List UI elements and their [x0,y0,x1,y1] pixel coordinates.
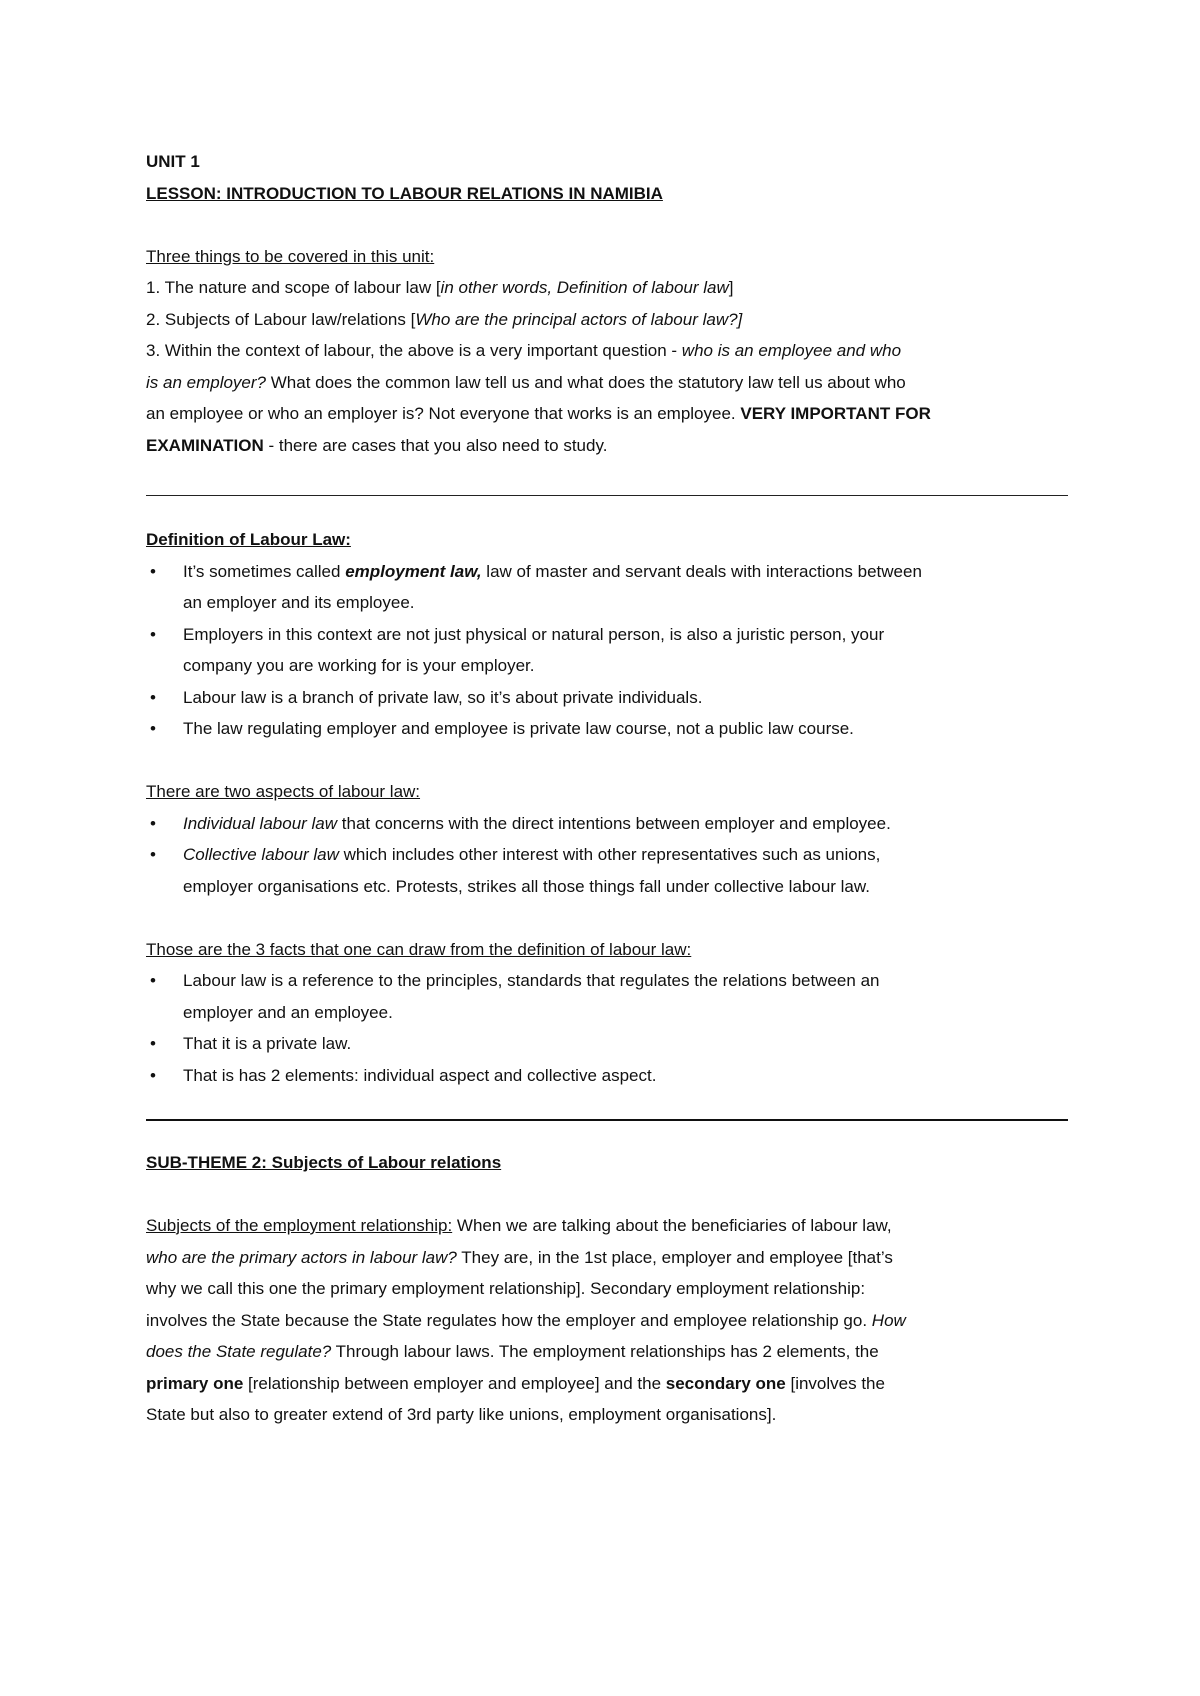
list-item [146,556,1066,619]
intro-item-3-rest-1: What does the common law tell us and what does the statutory law tell us about who [266,372,906,392]
lesson-title: LESSON: INTRODUCTION TO LABOUR RELATIONS IN NAMIBIA [146,183,663,203]
intro-item-3-rest-2: an employee or who an employer is? Not everyone that works is an employee. [146,404,741,423]
subtheme-lead: Subjects of the employment relationship: [146,1216,453,1235]
intro-item-3-bold-2: EXAMINATION [146,435,264,455]
facts-f3-text: • That is has 2 elements: individual aspect and collective aspect. [183,1065,657,1085]
subtheme-primary-bold: primary one [146,1373,244,1393]
facts-heading: Those are the 3 facts that one can draw from the definition of labour law: [146,939,692,959]
list-item [146,1060,1066,1092]
aspects-a2-italic: Collective labour law [183,845,339,864]
intro-item-3-line-2 [146,367,1066,399]
facts-f1-cont: employer and an employee. [183,1002,393,1022]
list-item [146,619,1066,682]
definition-b2-cont: company you are working for is your employer. [183,656,535,675]
list-item [146,808,1066,840]
definition-list [146,556,1066,745]
list-item [146,713,1066,745]
intro-item-1-end: ] [728,278,734,297]
intro-item-2-italic: Who are the principal actors of labour law?] [415,309,743,329]
subtheme-line-6: [relationship between employer and employee] and the [243,1373,666,1393]
definition-b4-text: • The law regulating employer and employee is private law course, not a public law course. [183,719,854,738]
intro-item-3-italic-2: is an employer? [146,372,267,392]
facts-f1-text: • Labour law is a reference to the principles, standards that regulates the relations between an [183,971,880,990]
intro-item-1 [146,272,1066,304]
definition-b2-text: • Employers in this context are not just physical or natural person, is also a juristic person, your [183,624,885,644]
subtheme-line-5: Through labour laws. The employment relationships has 2 elements, the [331,1342,879,1361]
intro-item-2 [146,304,1066,336]
subtheme-paragraph [146,1210,1066,1431]
subtheme-line-2: They are, in the 1st place, employer and employee [that’s [456,1247,893,1267]
subtheme-heading: SUB-THEME 2: Subjects of Labour relations [146,1153,502,1172]
list-item [146,1028,1066,1060]
list-item [146,965,1066,1028]
facts-f2-text: • That it is a private law. [183,1034,352,1053]
definition-b1-emphasis: employment law, [345,561,482,581]
document-page [146,146,1066,1431]
intro-item-3-bold-1: VERY IMPORTANT FOR [740,404,931,423]
aspects-a2-text: which includes other interest with other representatives such as unions, [338,845,881,864]
definition-b1-rest: law of master and servant deals with interactions between [481,561,922,581]
definition-heading: Definition of Labour Law: [146,530,351,549]
subtheme-line-7: State but also to greater extend of 3rd party like unions, employment organisations]. [146,1405,777,1424]
subtheme-line-1: When we are talking about the beneficiaries of labour law, [452,1216,892,1235]
subtheme-secondary-bold: secondary one [665,1373,786,1393]
intro-item-3-line-3 [146,398,1066,430]
list-item [146,682,1066,714]
facts-list [146,965,1066,1091]
intro-item-3-rest-3: - there are cases that you also need to study. [263,435,608,455]
subtheme-line-6-end: [involves the [785,1373,885,1393]
intro-item-3-italic-1: who is an employee and who [681,341,902,360]
intro-item-3-text: 3. Within the context of labour, the above is a very important question - [146,341,682,360]
intro-heading: Three things to be covered in this unit: [146,246,435,266]
aspects-heading: There are two aspects of labour law: [146,782,421,801]
aspects-list [146,808,1066,903]
aspects-a1-italic: Individual labour law [183,813,338,833]
intro-item-3-line-4 [146,430,1066,462]
subtheme-line-4-italic: How [871,1310,906,1330]
intro-item-2-text: 2. Subjects of Labour law/relations [ [146,309,416,329]
subtheme-line-5-italic: does the State regulate? [146,1342,332,1361]
aspects-a1-text: that concerns with the direct intentions between employer and employee. [337,813,891,833]
subtheme-line-3: why we call this one the primary employment relationship]. Secondary employment relationship: [146,1279,866,1298]
definition-b1-cont: an employer and its employee. [183,593,415,612]
intro-item-1-text: 1. The nature and scope of labour law [ [146,278,441,297]
aspects-a2-cont: employer organisations etc. Protests, strikes all those things fall under collective labour law. [183,876,870,896]
subtheme-question: who are the primary actors in labour law? [146,1247,457,1267]
list-item [146,839,1066,902]
definition-b3-text: • Labour law is a branch of private law, so it’s about private individuals. [183,687,703,707]
subtheme-line-4: involves the State because the State regulates how the employer and employee relationship go. [146,1310,872,1330]
definition-b1-text: It’s sometimes called [183,561,346,581]
unit-title: UNIT 1 [146,152,200,171]
intro-item-3-line-1 [146,335,1066,367]
intro-item-1-italic: in other words, Definition of labour law [440,278,729,297]
